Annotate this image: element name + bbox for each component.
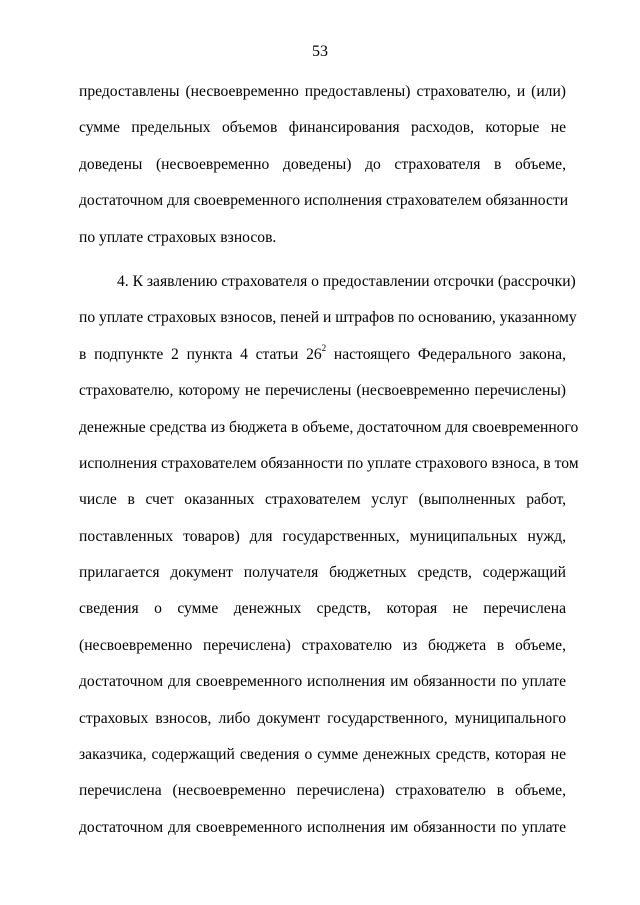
page-number: 53 — [312, 43, 328, 60]
text-line-with-superscript — [79, 337, 566, 373]
text-line: исполнения страхователем обязанности по уплате страхового взноса, в том — [79, 454, 579, 472]
text-line: достаточном для своевременного исполнения им обязанности по уплате — [79, 818, 566, 836]
text-line: доведены (несвоевременно доведены) до страхователя в объеме, — [79, 155, 566, 173]
text-line: сумме предельных объемов финансирования расходов, которые не — [79, 119, 566, 137]
document-body — [79, 74, 579, 846]
text-line: денежные средства из бюджета в объеме, достаточном для своевременного — [79, 418, 579, 436]
text-line: по уплате страховых взносов, пеней и штрафов по основанию, указанному — [79, 309, 577, 327]
text-line: перечислена (несвоевременно перечислена) страхователю в объеме, — [79, 782, 566, 800]
superscript: 2 — [321, 342, 327, 353]
text-line: по уплате страховых взносов. — [79, 228, 277, 246]
text-segment: настоящего Федерального закона, — [326, 345, 566, 363]
text-line: сведения о сумме денежных средств, которая не перечислена — [79, 600, 566, 618]
text-line: достаточном для своевременного исполнения им обязанности по уплате — [79, 673, 566, 691]
text-line: поставленных товаров) для государственных, муниципальных нужд, — [79, 527, 566, 545]
text-line: (несвоевременно перечислена) страхователю из бюджета в объеме, — [79, 636, 566, 654]
text-line: страховых взносов, либо документ государственного, муниципального — [79, 709, 566, 727]
text-line: предоставлены (несвоевременно предоставлены) страхователю, и (или) — [79, 83, 566, 100]
text-line: прилагается документ получателя бюджетных средств, содержащий — [79, 564, 566, 582]
paragraph-2 — [79, 264, 579, 846]
text-line: достаточном для своевременного исполнения страхователем обязанности — [79, 192, 569, 210]
text-line: заказчика, содержащий сведения о сумме денежных средств, которая не — [79, 746, 566, 764]
text-line: числе в счет оказанных страхователем услуг (выполненных работ, — [79, 491, 566, 509]
text-line: 4. К заявлению страхователя о предоставлении отсрочки (рассрочки) — [117, 272, 576, 290]
text-segment: в подпункте 2 пункта 4 статьи 26 — [79, 345, 322, 363]
text-line: страхователю, которому не перечислены (несвоевременно перечислены) — [79, 382, 566, 400]
paragraph-1 — [79, 74, 569, 256]
